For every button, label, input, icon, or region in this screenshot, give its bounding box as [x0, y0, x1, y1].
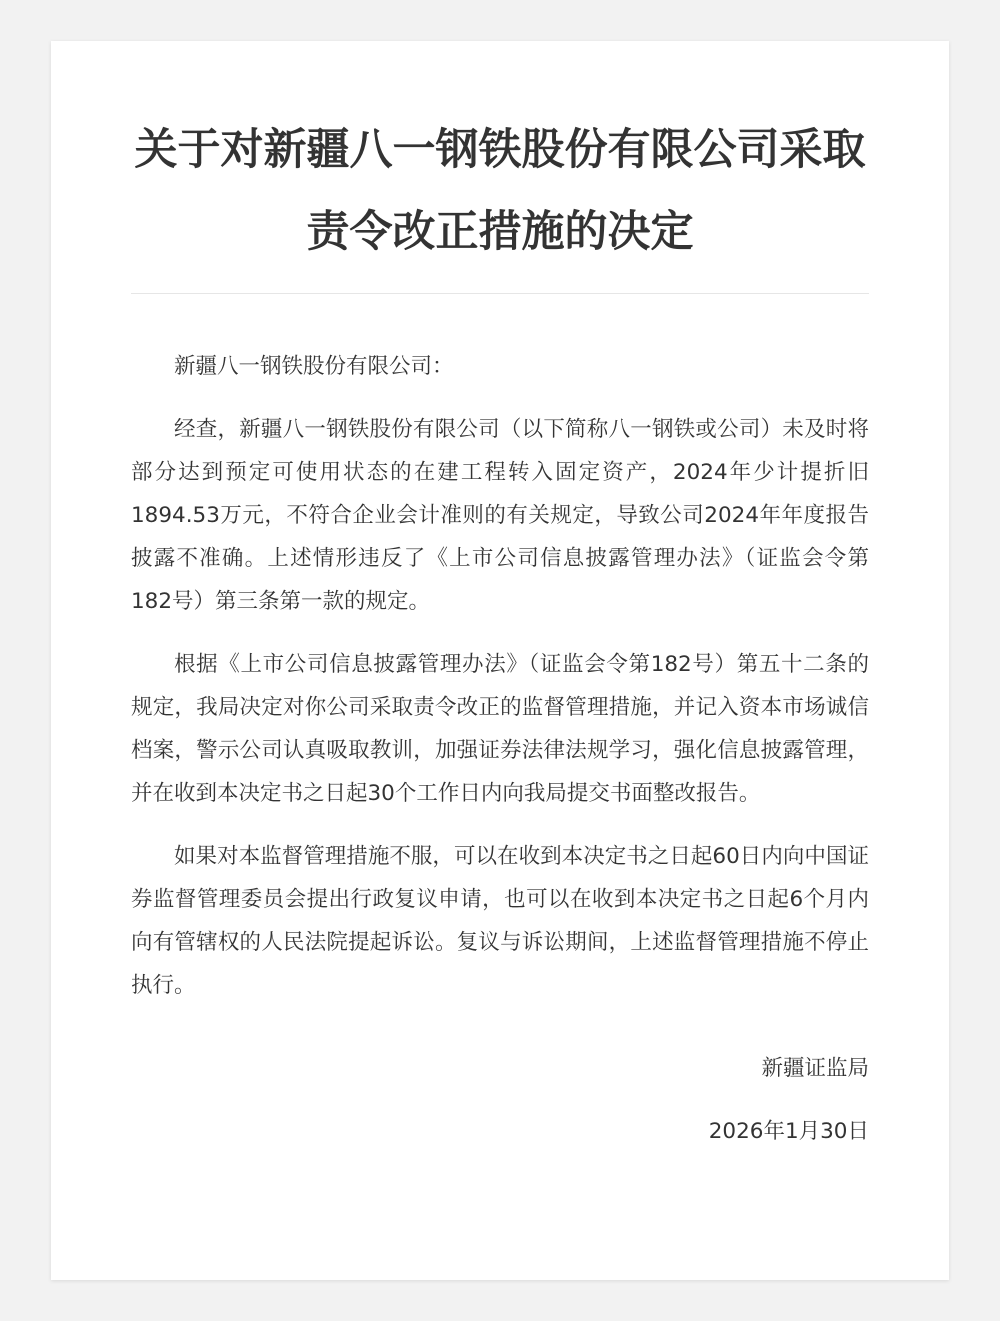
issuer-signature: 新疆证监局 — [761, 1056, 869, 1081]
salutation: 新疆八一钢铁股份有限公司： — [174, 354, 454, 379]
document-page — [51, 41, 949, 1280]
paragraph-appeal-rights: 如果对本监督管理措施不服，可以在收到本决定书之日起60日内向中国证券监督管理委员会提出行政复议申请，也可以在收到本决定书之日起6个月内向有管辖权的人民法院提起诉讼。复议与诉讼期间，上述监督管理措施不停止执行。 — [131, 844, 869, 998]
document-title: 关于对新疆八一钢铁股份有限公司采取责令改正措施的决定 — [134, 125, 866, 257]
title-divider — [131, 293, 869, 294]
paragraph-decision: 根据《上市公司信息披露管理办法》（证监会令第182号）第五十二条的规定，我局决定对你公司采取责令改正的监督管理措施，并记入资本市场诚信档案，警示公司认真吸取教训，加强证券法律法规学习，强化信息披露管理，并在收到本决定书之日起30个工作日内向我局提交书面整改报告。 — [131, 652, 869, 806]
issue-date: 2026年1月30日 — [708, 1119, 869, 1144]
paragraph-findings: 经查，新疆八一钢铁股份有限公司（以下简称八一钢铁或公司）未及时将部分达到预定可使用状态的在建工程转入固定资产，2024年少计提折旧1894.53万元，不符合企业会计准则的有关规定，导致公司2024年年度报告披露不准确。上述情形违反了《上市公司信息披露管理办法》（证监会令第182号）第三条第一款的规定。 — [131, 417, 869, 614]
document-body — [131, 345, 869, 1153]
